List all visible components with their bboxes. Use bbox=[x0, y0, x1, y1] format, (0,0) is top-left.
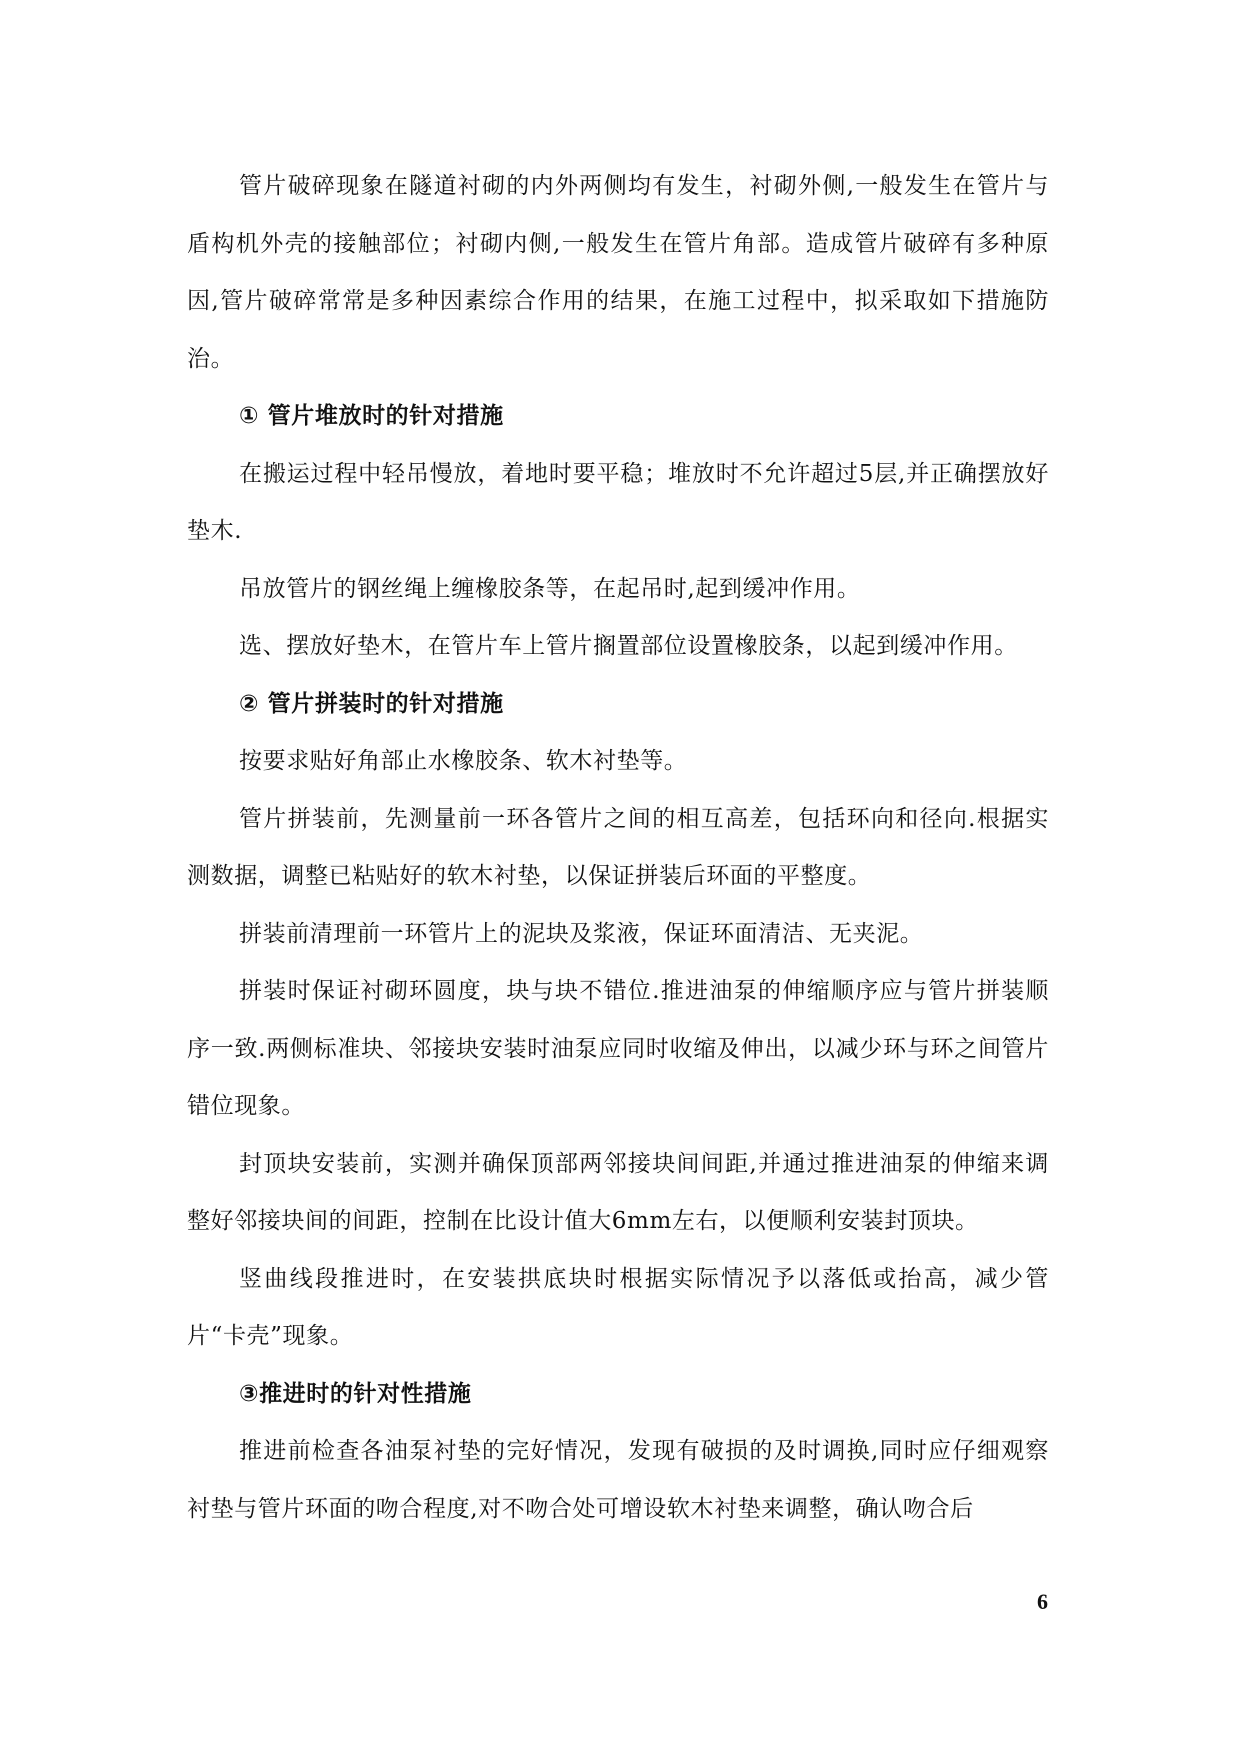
section-heading-1: ① 管片堆放时的针对措施 bbox=[239, 403, 504, 429]
section-heading-2: ② 管片拼装时的针对措施 bbox=[239, 690, 504, 717]
paragraph: 在搬运过程中轻吊慢放，着地时要平稳；堆放时不允许超过5层,并正确摆放好垫木. bbox=[187, 460, 1049, 544]
paragraph: 封顶块安装前，实测并确保顶部两邻接块间间距,并通过推进油泵的伸缩来调整好邻接块间的间距，控制在比设计值大6mm左右，以便顺利安装封顶块。 bbox=[187, 1150, 1049, 1234]
paragraph: 拼装前清理前一环管片上的泥块及浆液，保证环面清洁、无夹泥。 bbox=[239, 920, 924, 947]
paragraph: 管片拼装前，先测量前一环各管片之间的相互高差，包括环向和径向.根据实测数据，调整已粘贴好的软木衬垫，以保证拼装后环面的平整度。 bbox=[187, 805, 1049, 889]
section-heading-3: ③推进时的针对性措施 bbox=[239, 1380, 472, 1407]
paragraph: 选、摆放好垫木，在管片车上管片搁置部位设置橡胶条，以起到缓冲作用。 bbox=[239, 633, 1018, 659]
document-body bbox=[187, 158, 1049, 1538]
paragraph: 竖曲线段推进时，在安装拱底块时根据实际情况予以落低或抬高，减少管片“卡壳”现象。 bbox=[187, 1265, 1049, 1349]
paragraph: 推进前检查各油泵衬垫的完好情况，发现有破损的及时调换,同时应仔细观察衬垫与管片环面的吻合程度,对不吻合处可增设软木衬垫来调整，确认吻合后 bbox=[187, 1438, 1049, 1522]
paragraph: 按要求贴好角部止水橡胶条、软木衬垫等。 bbox=[239, 748, 688, 774]
page-number: 6 bbox=[1037, 1589, 1048, 1614]
paragraph: 吊放管片的钢丝绳上缠橡胶条等，在起吊时,起到缓冲作用。 bbox=[239, 575, 861, 602]
paragraph-intro: 管片破碎现象在隧道衬砌的内外两侧均有发生，衬砌外侧,一般发生在管片与盾构机外壳的接触部位；衬砌内侧,一般发生在管片角部。造成管片破碎有多种原因,管片破碎常常是多种因素综合作用的结果，在施工过程中，拟采取如下措施防治。 bbox=[187, 173, 1049, 372]
paragraph: 拼装时保证衬砌环圆度，块与块不错位.推进油泵的伸缩顺序应与管片拼装顺序一致.两侧标准块、邻接块安装时油泵应同时收缩及伸出，以减少环与环之间管片错位现象。 bbox=[187, 978, 1049, 1119]
